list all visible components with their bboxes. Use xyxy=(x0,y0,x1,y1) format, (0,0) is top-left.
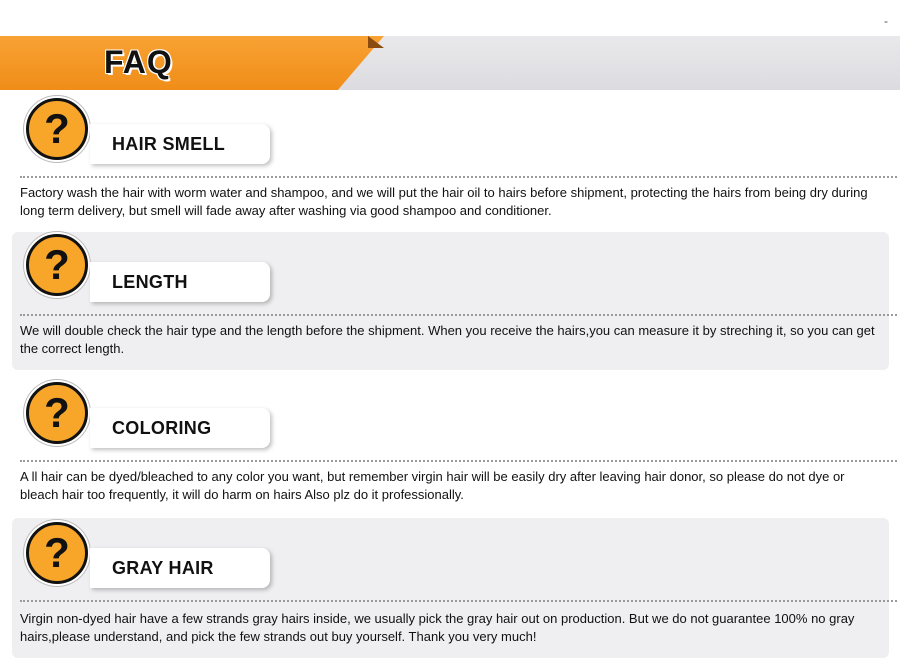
faq-label-coloring: COLORING xyxy=(90,408,270,448)
faq-label-gray-hair: GRAY HAIR xyxy=(90,548,270,588)
faq-label-hair-smell: HAIR SMELL xyxy=(90,124,270,164)
faq-item-length xyxy=(12,232,889,370)
question-icon: ? xyxy=(26,98,88,160)
dotted-divider xyxy=(20,176,897,178)
header-orange-banner xyxy=(0,36,384,90)
dotted-divider xyxy=(20,460,897,462)
page-title: FAQ xyxy=(104,44,173,80)
faq-label-length: LENGTH xyxy=(90,262,270,302)
dotted-divider xyxy=(20,314,897,316)
faq-item-coloring xyxy=(12,378,889,510)
faq-item-hair-smell xyxy=(12,94,889,226)
faq-answer-coloring: A ll hair can be dyed/bleached to any color you want, but remember virgin hair will be easily dry after leaving hair donor, so please do not dye or bleach hair too frequently, it will do harm on hairs Also plz do it professionally. xyxy=(20,469,845,502)
top-corner-mark: - xyxy=(884,14,888,28)
faq-item-gray-hair xyxy=(12,518,889,658)
question-icon: ? xyxy=(26,234,88,296)
dotted-divider xyxy=(20,600,897,602)
question-icon: ? xyxy=(26,522,88,584)
question-icon: ? xyxy=(26,382,88,444)
faq-answer-gray-hair: Virgin non-dyed hair have a few strands gray hairs inside, we usually pick the gray hair out on production. But we do not guarantee 100% no gray hairs,please understand, and pick the few strands out buy yourself. Thank you very much! xyxy=(20,611,855,644)
faq-answer-length: We will double check the hair type and the length before the shipment. When you receive the hairs,you can measure it by streching it, so you can get the correct length. xyxy=(20,323,875,356)
faq-answer-hair-smell: Factory wash the hair with worm water and shampoo, and we will put the hair oil to hairs before shipment, protecting the hairs from being dry during long term delivery, but smell will fade away after washing via good shampoo and conditioner. xyxy=(20,185,868,218)
